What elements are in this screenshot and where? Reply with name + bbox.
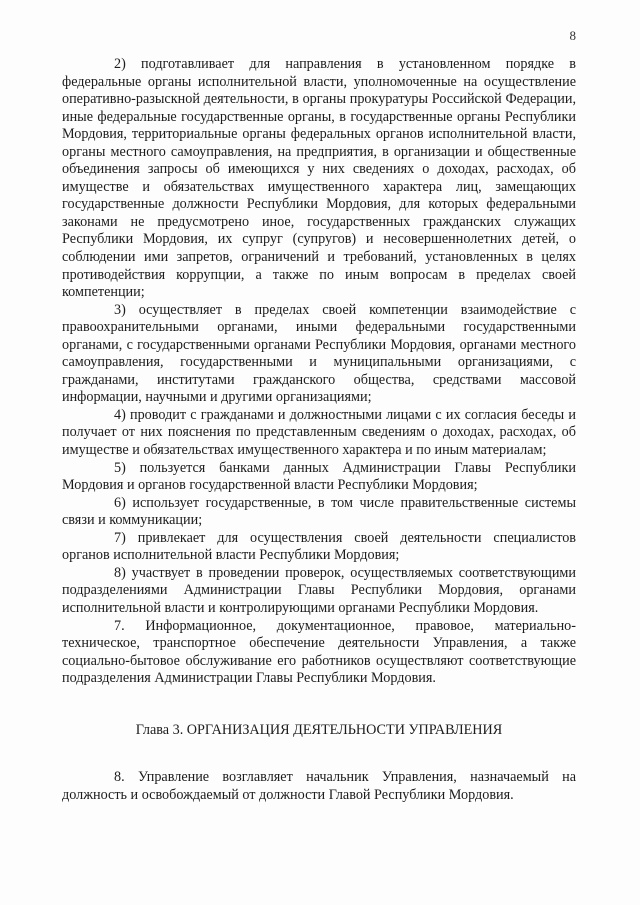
chapter-heading: Глава 3. ОРГАНИЗАЦИЯ ДЕЯТЕЛЬНОСТИ УПРАВЛЕНИЯ: [135, 721, 503, 738]
paragraph-item-4: 4) проводит с гражданами и должностными лицами с их согласия беседы и получает от них пояснения по представленным сведениям о доходах, расходах, об имуществе и обязательствах имущественного характера и по иным материалам;: [62, 406, 576, 459]
paragraph-item-5: 5) пользуется банками данных Администрации Главы Республики Мордовия и органов государственной власти Республики Мордовия;: [62, 459, 576, 494]
paragraph-section-8: 8. Управление возглавляет начальник Управления, назначаемый на должность и освобождаемый от должности Главой Республики Мордовия.: [62, 769, 576, 803]
paragraph-item-7: 7) привлекает для осуществления своей деятельности специалистов органов исполнительной власти Республики Мордовия;: [62, 529, 576, 564]
page-number: 8: [569, 28, 576, 43]
paragraph-item-8: 8) участвует в проведении проверок, осуществляемых соответствующими подразделениями Администрации Главы Республики Мордовия, органами исполнительной власти и контролирующими органами Республики Мордовия.: [62, 564, 576, 616]
paragraph-section-7: 7. Информационное, документационное, правовое, материально-техническое, транспортное обеспечение деятельности Управления, а также социально-бытовое обслуживание его работников осуществляют соответствующие подразделения Администрации Главы Республики Мордовия.: [62, 617, 576, 687]
paragraph-item-6: 6) использует государственные, в том числе правительственные системы связи и коммуникации;: [62, 494, 576, 529]
paragraph-item-2: 2) подготавливает для направления в установленном порядке в федеральные органы исполнительной власти, уполномоченные на осуществление оперативно-разыскной деятельности, в органы прокуратуры Российской Федерации, иные федеральные государственные органы, в государственные органы Республики Мордовия, территориальные органы федеральных органов исполнительной власти, органы местного самоуправления, на предприятия, в организации и общественные объединения запросы об имеющихся у них сведениях о доходах, расходах, об имуществе и обязательствах имущественного характера лиц, замещающих государственные должности Республики Мордовия, для которых федеральными законами не предусмотрено иное, государственных гражданских служащих Республики Мордовия, их супруг (супругов) и несовершеннолетних детей, о соблюдении ими запретов, ограничений и требований, установленных в целях противодействия коррупции, а также по иным вопросам в пределах своей компетенции;: [62, 56, 576, 301]
paragraph-item-3: 3) осуществляет в пределах своей компетенции взаимодействие с правоохранительными органами, иными федеральными государственными органами, с государственными органами Республики Мордовия, органами местного самоуправления, государственными и муниципальными организациями, с гражданами, институтами гражданского общества, средствами массовой информации, научными и другими организациями;: [62, 301, 576, 406]
document-body: [62, 56, 576, 804]
